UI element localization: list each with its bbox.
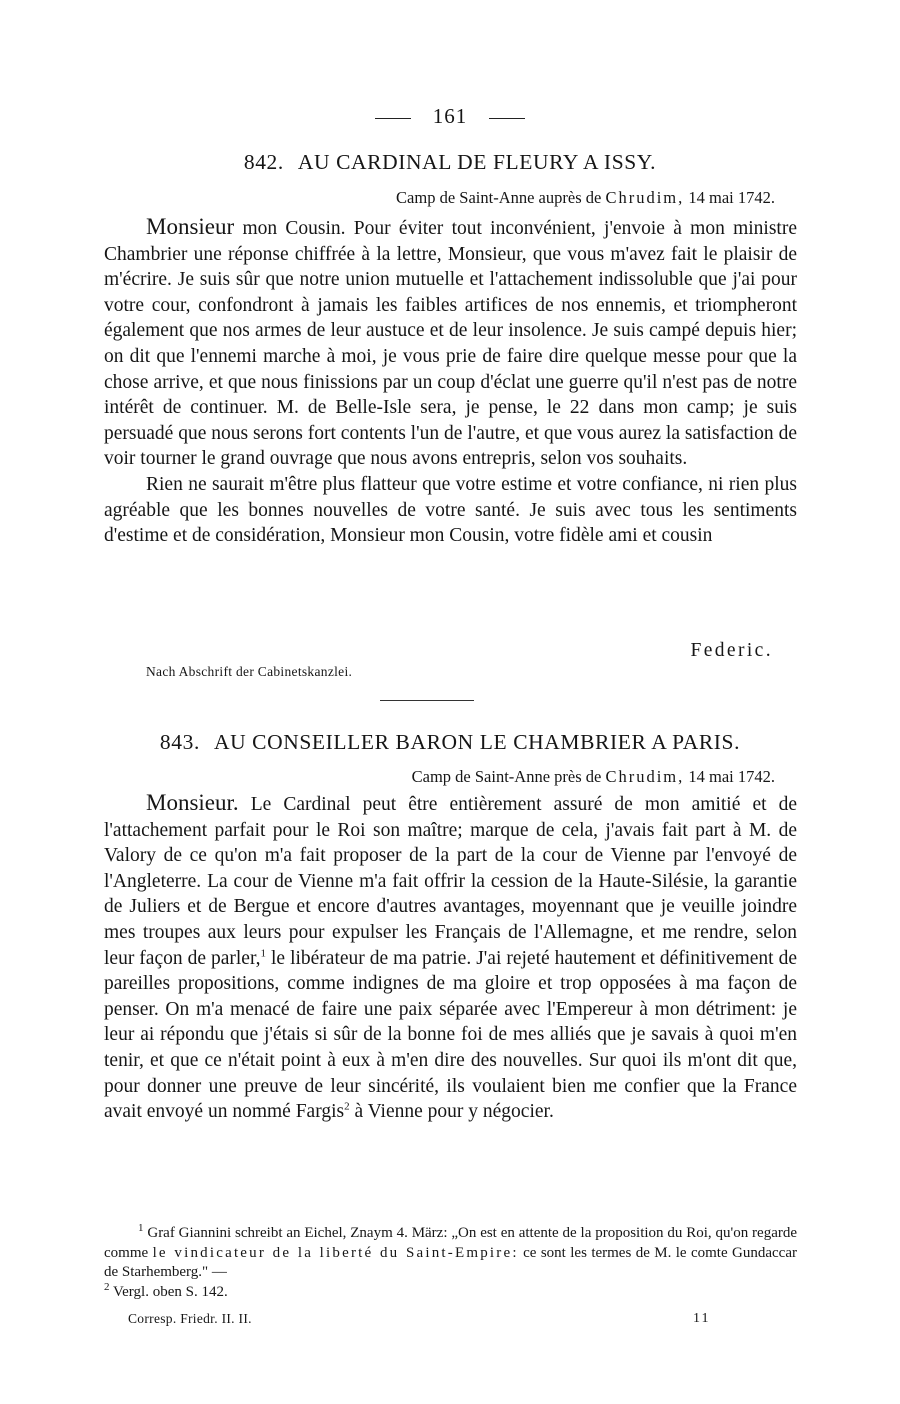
letter-842-number: 842. [243, 150, 284, 174]
letter-843-lead-word: Monsieur. [146, 790, 239, 815]
header-dash-left [375, 118, 411, 119]
letter-842-source: Nach Abschrift der Cabinetskanzlei. [146, 664, 353, 679]
letter-843-dateline-place: Chrudim, [605, 767, 685, 786]
letter-843-paragraph [104, 790, 797, 1125]
footnotes [104, 1224, 797, 1302]
letter-842-paragraph-1-text: mon Cousin. Pour éviter tout inconvénient, j'envoie à mon ministre Chambrier une réponse chiffrée à la lettre, Monsieur, que vous m'avez fait le plaisir de m'écrire. Je suis sûr que notre union mutuelle et l'attachement indissoluble que j'ai pour votre cour, confondront à jamais les faibles artifices de nos ennemis, et triompheront également que nos armes de leur austuce et de leur insolence. Je suis campé depuis hier; on dit que l'ennemi marche à moi, je vous prie de faire dire quelque messe pour que la chose arrive, et que nous finissions par un coup d'éclat une guerre qu'il n'est pas de notre intérêt de continuer. M. de Belle-Isle sera, je pense, le 22 dans mon camp; je suis persuadé que nous serons fort contents l'un de l'autre, et que vous aurez la satisfaction de voir tourner le grand ouvrage que nous avons entrepris, selon vos souhaits. [104, 218, 798, 470]
letter-843-dateline-pre: Camp de Saint-Anne près de [411, 767, 602, 786]
footnote-2 [104, 1280, 797, 1303]
footnote-ref-1[interactable]: 1 [260, 947, 267, 960]
page-header [0, 104, 900, 129]
letter-842-body [104, 214, 797, 549]
footnote-1-spaced-text: le vindicateur de la liberté du Saint-Empire: [152, 1244, 519, 1261]
footnote-1-text-a: Graf Giannini schreibt an Eichel, Znaym 4. März: „On est en attente de la proposition du Roi, qu'on regarde comme [104, 1225, 797, 1261]
section-divider [380, 700, 474, 701]
letter-843-title: AU CONSEILLER BARON LE CHAMBRIER A PARIS. [213, 730, 741, 754]
page-number: 161 [432, 104, 468, 128]
footnote-1-marker: 1 [138, 1222, 144, 1234]
footnote-1 [104, 1224, 797, 1283]
letter-842-title: AU CARDINAL DE FLEURY A ISSY. [297, 150, 657, 174]
letter-843-number: 843. [159, 730, 200, 754]
letter-842-heading [0, 150, 900, 175]
footnote-ref-2[interactable]: 2 [344, 1100, 350, 1113]
header-dash-right [489, 118, 525, 119]
footnote-2-marker: 2 [104, 1280, 110, 1293]
letter-843-text-part-3: à Vienne pour y négocier. [354, 1101, 554, 1123]
footnote-2-text: Vergl. oben S. 142. [112, 1283, 228, 1300]
letter-842-paragraph-1 [104, 214, 797, 472]
letter-843-dateline-date: 14 mai 1742. [688, 767, 775, 786]
letter-842-signature: Federic. [690, 640, 773, 661]
letter-843-text-part-2: le libérateur de ma patrie. J'ai rejeté hautement et définitivement de pareilles propositions, comme indignes de ma gloire et trop opposées à ma façon de penser. On m'a menacé de faire une paix séparée avec l'Empereur à mon détriment: je leur ai répondu que j'étais si sûr de la bonne foi de mes alliés que je savais à quoi m'en tenir, et que ce n'était point à eux à m'en dire des nouvelles. Sur quoi ils m'ont dit que, pour donner une preuve de leur sincérité, ils voulaient bien me confier que la France avait envoyé un nommé Fargis [104, 947, 797, 1123]
letter-842-paragraph-2: Rien ne saurait m'être plus flatteur que votre estime et votre confiance, ni rien plus agréable que les bonnes nouvelles de votre santé. Je suis avec tous les sentiments d'estime et de considération, Monsieur mon Cousin, votre fidèle ami et cousin [104, 473, 797, 547]
letter-843-body [104, 790, 797, 1125]
letter-843-text-part-1: Le Cardinal peut être entièrement assuré de mon amitié et de l'attachement parfait pour le Roi son maître; marque de cela, j'avais fait part à M. de Valory de ce qu'on m'a fait proposer de la part de la cour de Vienne par l'envoyé de l'Angleterre. La cour de Vienne m'a fait offrir la cession de la Haute-Silésie, la garantie de Juliers et de Bergue et encore d'autres avantages, moyennant que je veuille joindre mes troupes aux leurs pour expulser les Français de l'Allemagne, et me rendre, selon leur façon de parler, [104, 794, 797, 969]
letter-842-dateline-date: 14 mai 1742. [688, 188, 775, 207]
letter-842-dateline [396, 188, 775, 208]
footnote-1-text-b: ce sont les termes de M. le comte Gundaccar de Starhemberg." — [104, 1244, 797, 1280]
letter-843-heading [0, 730, 900, 755]
letter-842-dateline-pre: Camp de Saint-Anne auprès de [396, 188, 602, 207]
footer-collection-ref: Corresp. Friedr. II. II. [128, 1311, 252, 1326]
letter-842-lead-word: Monsieur [146, 214, 235, 239]
letter-842-dateline-place: Chrudim, [605, 188, 685, 207]
footer-signature-mark: 11 [693, 1311, 711, 1326]
letter-843-dateline [412, 767, 775, 787]
